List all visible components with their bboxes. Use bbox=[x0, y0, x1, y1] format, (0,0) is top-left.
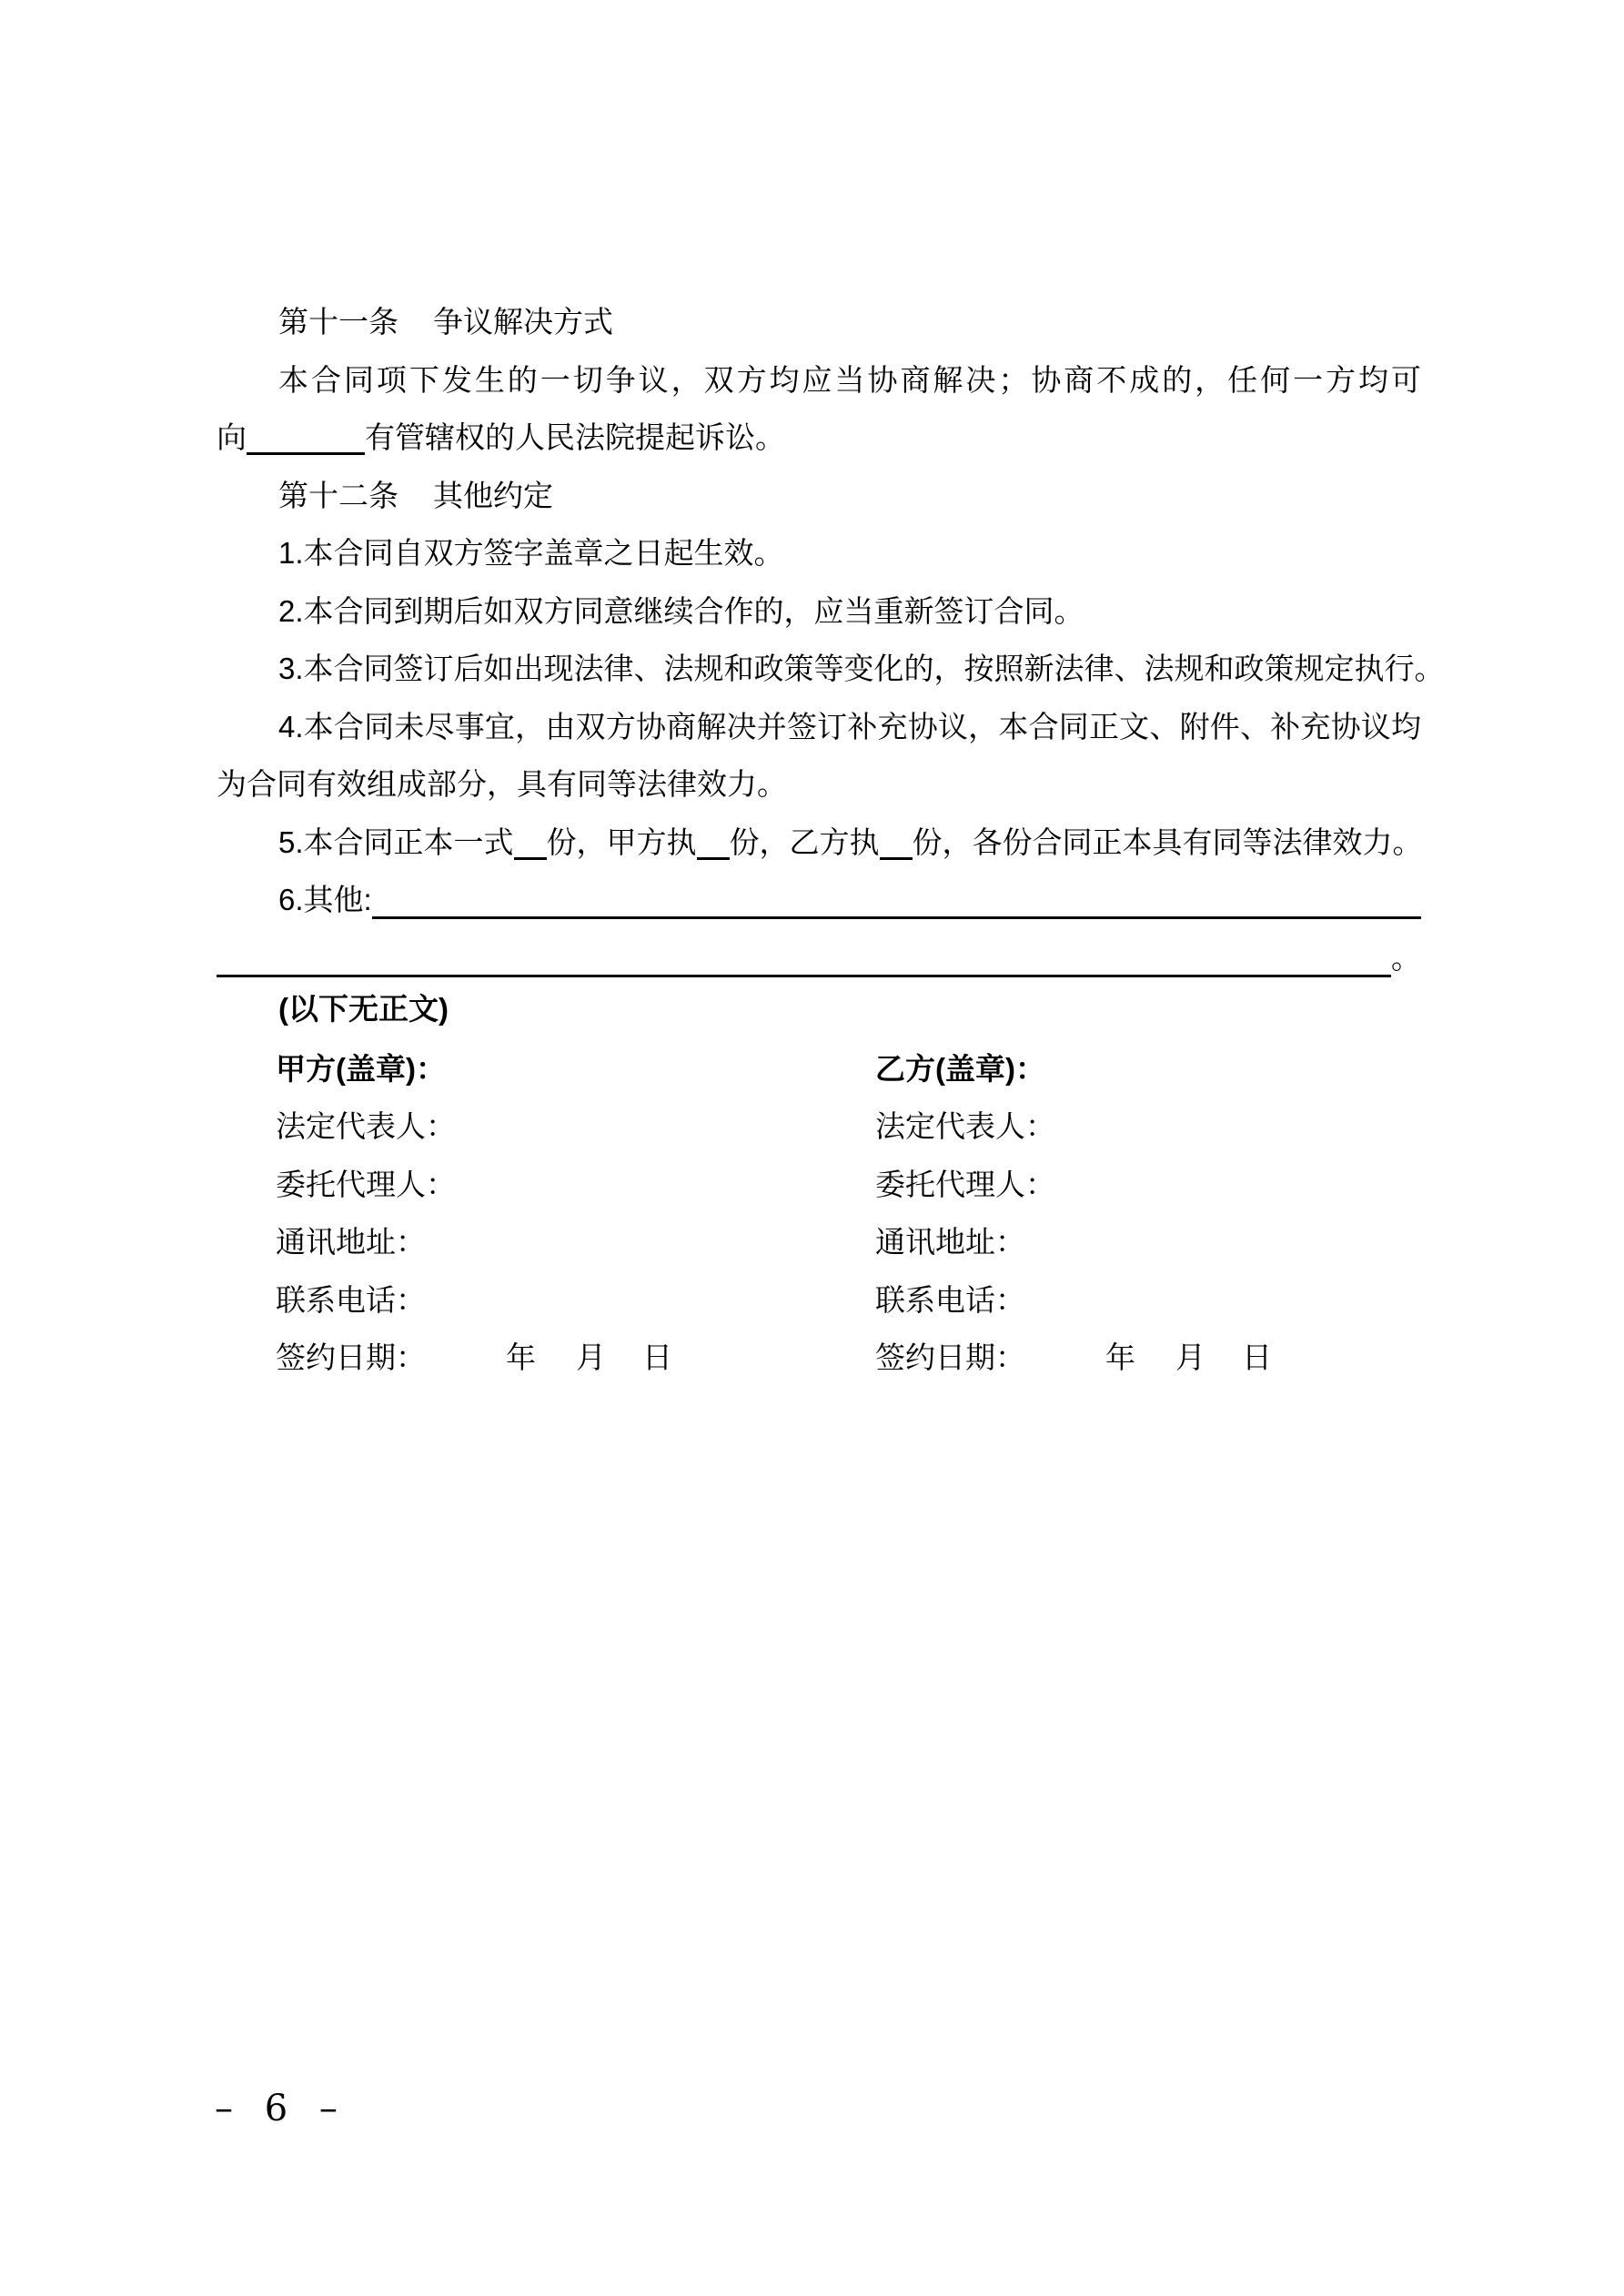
party-a-month-label: 月 bbox=[576, 1340, 606, 1374]
no-more-text-note: (以下无正文) bbox=[278, 992, 449, 1026]
party-a-authorized-agent-label: 委托代理人： bbox=[276, 1167, 456, 1201]
item6-line2-period: 。 bbox=[1391, 940, 1421, 975]
article11-line2-suffix: 有管辖权的人民法院提起诉讼。 bbox=[365, 420, 785, 454]
article12-item5 bbox=[217, 814, 1421, 872]
party-b-copies-blank-underline bbox=[880, 839, 913, 860]
article11-paragraph-line1: 本合同项下发生的一切争议，双方均应当协商解决；协商不成的，任何一方均可 bbox=[278, 362, 1421, 397]
party-b-title: 乙方(盖章)： bbox=[875, 1052, 1045, 1086]
article12-item6-line1 bbox=[217, 871, 1421, 929]
party-b-year-label: 年 bbox=[1105, 1340, 1135, 1374]
article12-heading bbox=[217, 467, 1421, 525]
party-b-month-label: 月 bbox=[1175, 1340, 1205, 1374]
article11-heading-number: 第十一条 bbox=[278, 305, 398, 339]
party-a-mailing-address-label: 通讯地址： bbox=[276, 1225, 426, 1259]
party-b-signing-date-row bbox=[875, 1329, 1272, 1386]
party-a-title: 甲方(盖章)： bbox=[276, 1052, 446, 1086]
item5-segment4: 份，各份合同正本具有同等法律效力。 bbox=[912, 824, 1423, 859]
contract-body bbox=[217, 293, 1445, 986]
item6-label: 6.其他: bbox=[278, 883, 372, 916]
party-a-signature-block bbox=[276, 1040, 672, 1386]
article11-heading-title: 争议解决方式 bbox=[433, 305, 613, 339]
article12-item6-line2 bbox=[217, 929, 1421, 987]
article12-item4-line1: 4.本合同未尽事宜，由双方协商解决并签订补充协议，本合同正文、附件、补充协议均 bbox=[278, 709, 1421, 743]
party-b-day-label: 日 bbox=[1242, 1340, 1272, 1374]
party-b-signature-block bbox=[875, 1040, 1272, 1386]
party-a-signing-date-row bbox=[276, 1329, 672, 1386]
article11-heading bbox=[217, 293, 1421, 351]
party-a-year-label: 年 bbox=[506, 1340, 536, 1374]
party-b-authorized-agent-label: 委托代理人： bbox=[875, 1167, 1055, 1201]
party-a-legal-representative-label: 法定代表人： bbox=[276, 1109, 456, 1144]
court-name-blank-underline bbox=[247, 434, 365, 455]
article12-heading-number: 第十二条 bbox=[278, 478, 398, 512]
article12-item4-line2: 为合同有效组成部分，具有同等法律效力。 bbox=[217, 767, 787, 801]
party-b-signing-date-label: 签约日期： bbox=[875, 1340, 1025, 1374]
party-b-mailing-address-label: 通讯地址： bbox=[875, 1225, 1025, 1259]
item5-segment3: 份，乙方执 bbox=[729, 824, 880, 859]
party-a-signing-date-label: 签约日期： bbox=[276, 1340, 426, 1374]
total-copies-blank-underline bbox=[514, 839, 547, 860]
party-a-day-label: 日 bbox=[642, 1340, 672, 1374]
article12-heading-title: 其他约定 bbox=[433, 478, 553, 512]
item5-segment2: 份，甲方执 bbox=[546, 824, 697, 859]
item5-segment1: 5.本合同正本一式 bbox=[278, 824, 514, 859]
party-b-legal-representative-label: 法定代表人： bbox=[875, 1109, 1055, 1144]
page-number: – 6 – bbox=[215, 2088, 348, 2129]
party-a-copies-blank-underline bbox=[697, 839, 730, 860]
party-b-phone-label: 联系电话： bbox=[875, 1282, 1025, 1317]
party-a-phone-label: 联系电话： bbox=[276, 1282, 426, 1317]
article11-line2-prefix: 向 bbox=[217, 420, 247, 454]
other-terms-blank-underline-line2 bbox=[217, 929, 1391, 977]
article11-paragraph-line2 bbox=[217, 409, 1421, 467]
article12-item1: 1.本合同自双方签字盖章之日起生效。 bbox=[278, 536, 784, 570]
other-terms-blank-underline-line1 bbox=[372, 871, 1421, 919]
article12-item2: 2.本合同到期后如双方同意继续合作的，应当重新签订合同。 bbox=[278, 593, 1084, 628]
article12-item3: 3.本合同签订后如出现法律、法规和政策等变化的，按照新法律、法规和政策规定执行。 bbox=[278, 652, 1445, 685]
